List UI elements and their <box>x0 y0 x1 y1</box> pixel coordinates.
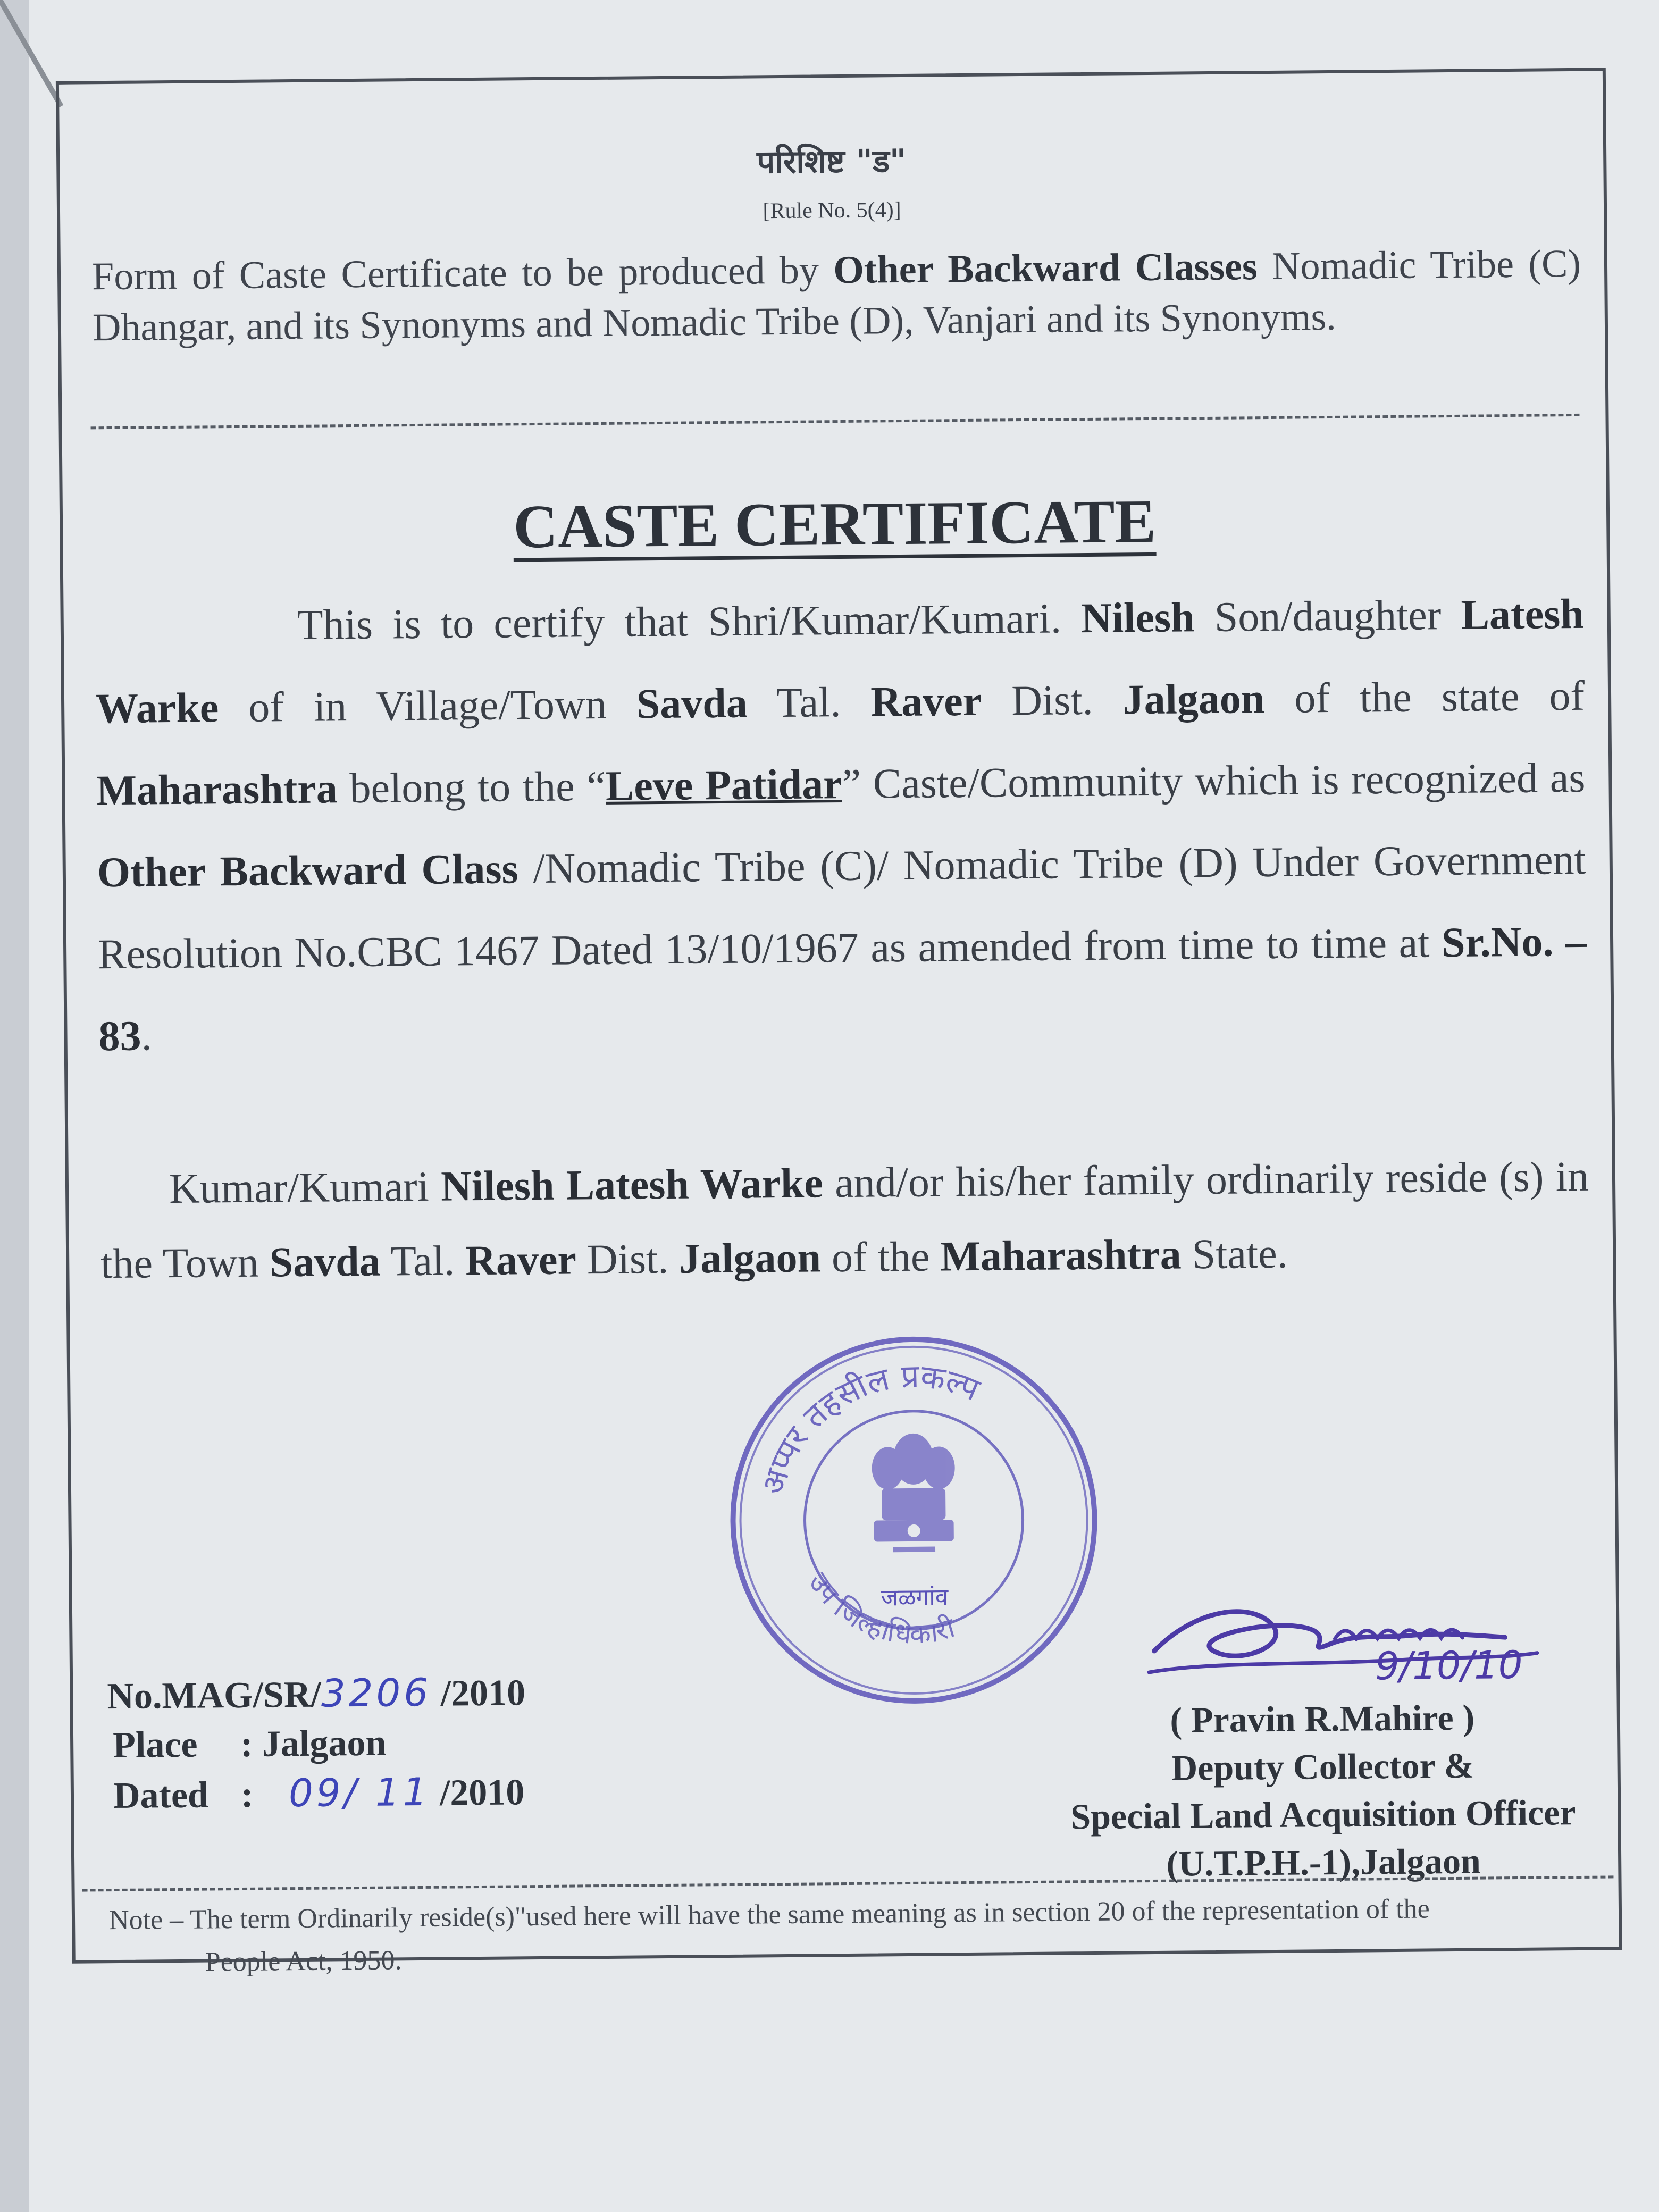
handwritten-number: 3206 <box>321 1670 432 1716</box>
signatory-office: (U.T.P.H.-1),Jalgaon <box>1166 1840 1481 1884</box>
signatory-designation: Special Land Acquisition Officer <box>1070 1792 1576 1837</box>
reference-block <box>107 1667 526 1821</box>
official-seal <box>720 1327 1107 1713</box>
rule-reference: [Rule No. 5(4)] <box>763 198 901 224</box>
footnote: Note – The term Ordinarily reside(s)"used here will have the same meaning as in section 20 of the representation of the People Act, 1950. <box>108 1893 1430 1978</box>
reference-number: No.MAG/SR/3206 /2010 <box>107 1670 526 1717</box>
form-description: Form of Caste Certificate to be produced by Other Backward Classes Nomadic Tribe (C) Dhangar, and its Synonyms and Nomadic Tribe (D), Vanjari and its Synonyms. <box>91 241 1581 350</box>
seal-ring-text-bottom: उप जिल्हाधिकारी <box>802 1567 959 1651</box>
signature-date: 9/10/10 <box>1375 1642 1523 1689</box>
certificate-title: CASTE CERTIFICATE <box>513 487 1157 562</box>
signatory-block <box>1027 1692 1619 1889</box>
signatory-name: ( Pravin R.Mahire ) <box>1170 1697 1475 1740</box>
caste-name: Leve Patidar <box>605 761 843 810</box>
dated-row: Dated : 09/ 11 /2010 <box>113 1769 525 1817</box>
place-row: Place : Jalgaon <box>112 1722 387 1766</box>
seal-center-text: जळगांव <box>881 1583 949 1612</box>
certificate-sheet <box>55 25 1633 1978</box>
appendix-heading: परिशिष्ट "ड" <box>756 142 907 181</box>
handwritten-date: 09/ 11 <box>288 1769 431 1816</box>
certification-paragraph: This is to certify that Shri/Kumar/Kumari. Nilesh Son/daughter Latesh Warke of in Village/Town Savda Tal. Raver Dist. Jalgaon of the state of Maharashtra belong to the “Leve Patidar” Caste/Community which is recognized as Other Backward Class /Nomadic Tribe (C)/ Nomadic Tribe (D) Under Government Resolution No.CBC 1467 Dated 13/10/1967 as amended from time to time at Sr.No. – 83. <box>95 590 1587 1060</box>
seal-ring-text: अप्पर तहसील प्रकल्प <box>754 1358 985 1498</box>
national-emblem-icon <box>872 1433 956 1552</box>
note-label: Note – <box>108 1904 190 1936</box>
residence-paragraph: Kumar/Kumari Nilesh Latesh Warke and/or his/her family ordinarily reside (s) in the Town Savda Tal. Raver Dist. Jalgaon of the Maharashtra State. <box>100 1153 1589 1288</box>
signatory-designation: Deputy Collector & <box>1171 1745 1474 1788</box>
